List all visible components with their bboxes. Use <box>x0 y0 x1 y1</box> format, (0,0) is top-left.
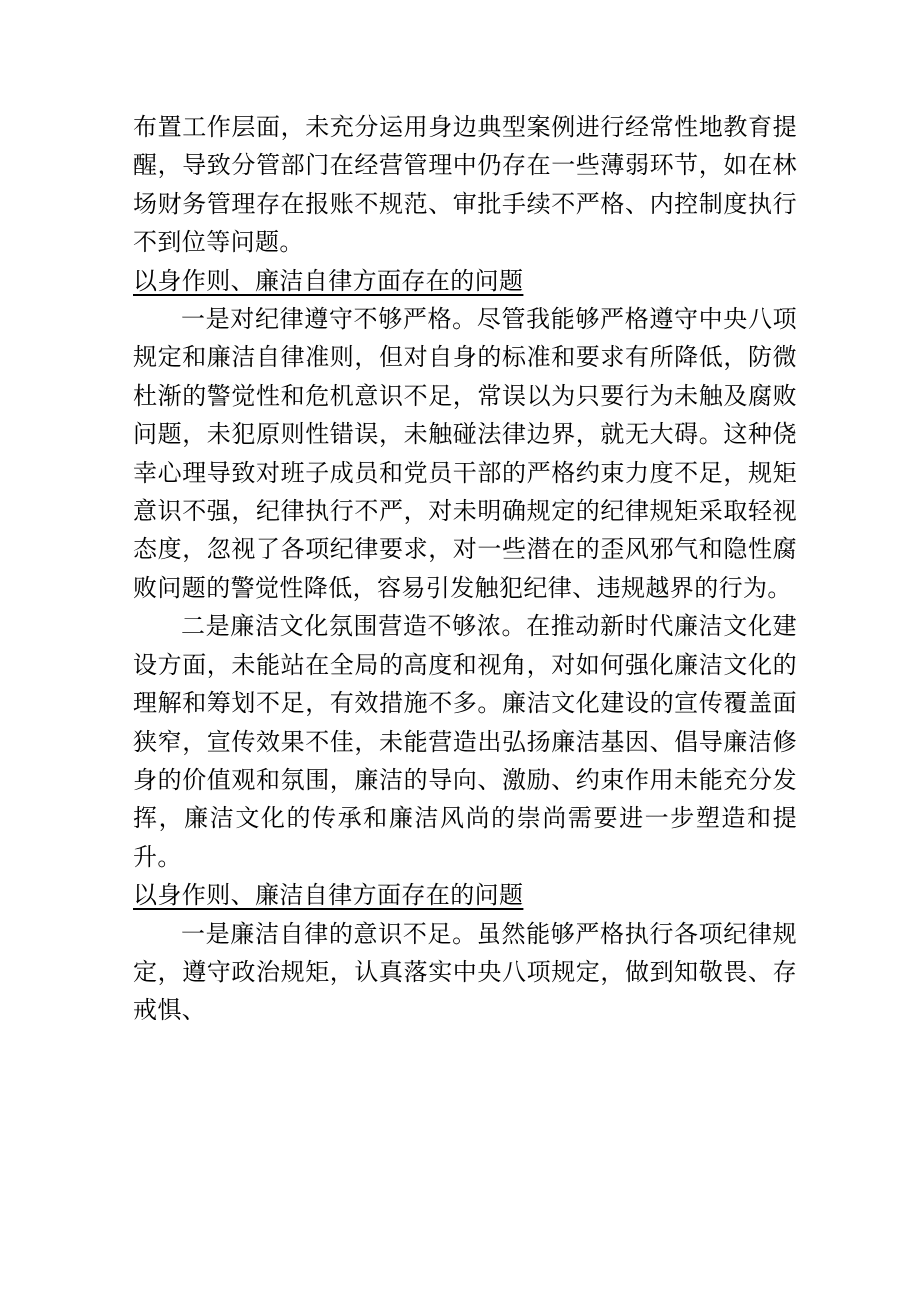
section-heading-repeat: 以身作则、廉洁自律方面存在的问题 <box>133 881 524 910</box>
paragraph-culture: 二是廉洁文化氛围营造不够浓。在推动新时代廉洁文化建设方面，未能站在全局的高度和视角，对如何强化廉洁文化的理解和筹划不足，有效措施不多。廉洁文化建设的宣传覆盖面狭窄，宣传效果不佳，未能营造出弘扬廉洁基因、倡导廉洁修身的价值观和氛围，廉洁的导向、激励、约束作用未能充分发挥，廉洁文化的传承和廉洁风尚的崇尚需要进一步塑造和提升。 <box>133 612 797 871</box>
section-heading: 以身作则、廉洁自律方面存在的问题 <box>133 266 524 295</box>
paragraph-self-discipline: 一是廉洁自律的意识不足。虽然能够严格执行各项纪律规定，遵守政治规矩，认真落实中央八项规定，做到知敬畏、存戒惧、 <box>133 919 797 1025</box>
paragraph-continuation: 布置工作层面，未充分运用身边典型案例进行经常性地教育提醒，导致分管部门在经营管理中仍存在一些薄弱环节，如在林场财务管理存在报账不规范、审批手续不严格、内控制度执行不到位等问题。 <box>133 113 797 257</box>
document-body <box>133 108 797 1030</box>
paragraph-discipline: 一是对纪律遵守不够严格。尽管我能够严格遵守中央八项规定和廉洁自律准则，但对自身的标准和要求有所降低，防微杜渐的警觉性和危机意识不足，常误以为只要行为未触及腐败问题，未犯原则性错误，未触碰法律边界，就无大碍。这种侥幸心理导致对班子成员和党员干部的严格约束力度不足，规矩意识不强，纪律执行不严，对未明确规定的纪律规矩采取轻视态度，忽视了各项纪律要求，对一些潜在的歪风邪气和隐性腐败问题的警觉性降低，容易引发触犯纪律、违规越界的行为。 <box>133 305 797 602</box>
